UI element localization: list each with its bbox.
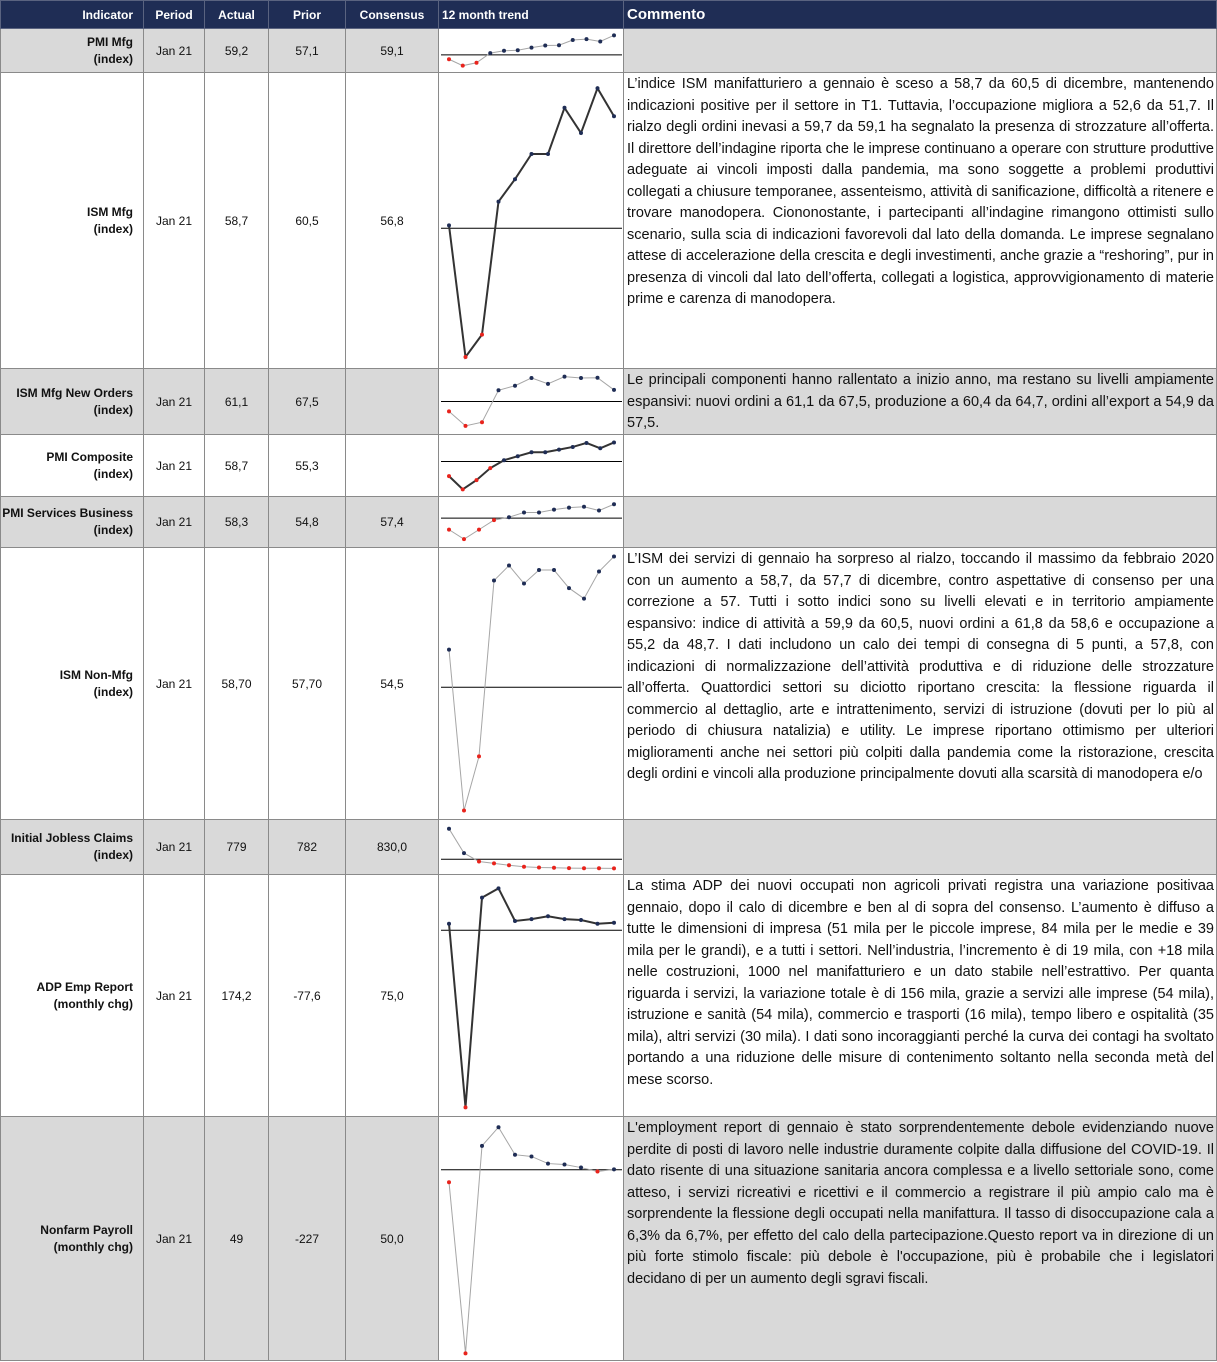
trend-point — [612, 1167, 616, 1171]
comment-cell — [624, 29, 1217, 73]
indicator-cell — [1, 369, 144, 435]
table-row — [1, 369, 1217, 435]
indicator-name: ISM Non-Mfg — [59, 667, 133, 682]
trend-point — [530, 1154, 534, 1158]
trend-point — [597, 509, 601, 513]
trend-point — [582, 597, 586, 601]
indicator-name: ADP Emp Report — [36, 979, 133, 994]
trend-point — [516, 48, 520, 52]
trend-point — [571, 445, 575, 449]
trend-point — [522, 582, 526, 586]
trend-point — [563, 917, 567, 921]
trend-point — [464, 355, 468, 359]
trend-point — [579, 376, 583, 380]
trend-point — [537, 568, 541, 572]
trend-point — [585, 37, 589, 41]
comment-cell — [624, 369, 1217, 435]
trend-point — [461, 487, 465, 491]
trend-point — [530, 46, 534, 50]
trend-point — [552, 866, 556, 870]
period-cell: Jan 21 — [144, 435, 205, 497]
indicator-unit: (index) — [93, 221, 133, 236]
trend-point — [488, 51, 492, 55]
actual-cell: 58,70 — [205, 548, 269, 820]
consensus-cell: 59,1 — [346, 29, 439, 73]
trend-point — [567, 506, 571, 510]
trend-point — [612, 502, 616, 506]
trend-point — [596, 376, 600, 380]
comment-text: Le principali componenti hanno rallentato a inizio anno, ma restano su livelli ampiamente espansivi: nuovi ordini a 61,1 da 67,5, produzione a 60,4 da 64,7, ordini all’export a 54,9 da 57,5. — [627, 372, 1214, 431]
trend-point — [612, 921, 616, 925]
header-actual: Actual — [205, 1, 269, 29]
table-row — [1, 1117, 1217, 1361]
trend-cell — [439, 820, 624, 875]
prior-cell: 57,1 — [269, 29, 346, 73]
trend-point — [447, 528, 451, 532]
indicator-unit: (index) — [93, 848, 133, 862]
trend-point — [497, 1125, 501, 1129]
trend-point — [612, 388, 616, 392]
trend-sparkline — [439, 875, 624, 1116]
comment-cell — [624, 497, 1217, 548]
indicator-cell — [1, 73, 144, 369]
trend-point — [597, 866, 601, 870]
trend-point — [522, 865, 526, 869]
prior-cell: 67,5 — [269, 369, 346, 435]
trend-point — [497, 200, 501, 204]
comment-text — [627, 436, 1214, 495]
actual-cell: 58,7 — [205, 73, 269, 369]
period-cell: Jan 21 — [144, 73, 205, 369]
indicator-cell — [1, 29, 144, 73]
trend-point — [537, 510, 541, 514]
indicator-unit: (index) — [93, 684, 133, 699]
prior-cell: 782 — [269, 820, 346, 875]
table-row — [1, 29, 1217, 73]
period-cell: Jan 21 — [144, 1117, 205, 1361]
comment-cell — [624, 1117, 1217, 1361]
trend-sparkline — [439, 435, 624, 496]
trend-sparkline — [439, 820, 624, 874]
header-consensus: Consensus — [346, 1, 439, 29]
trend-line — [449, 888, 614, 1107]
indicator-name: Nonfarm Payroll — [40, 1222, 133, 1237]
comment-cell — [624, 73, 1217, 369]
table-row — [1, 820, 1217, 875]
trend-point — [612, 440, 616, 444]
indicator-unit: (index) — [93, 402, 133, 417]
trend-point — [522, 510, 526, 514]
comment-cell — [624, 548, 1217, 820]
period-cell: Jan 21 — [144, 497, 205, 548]
comment-text: L’indice ISM manifatturiero a gennaio è sceso a 58,7 da 60,5 di dicembre, mantenendo indicazioni positive per il settore in T1. Tuttavia, l’occupazione migliora a 52,6 da 51,7. Il rialzo degli ordini inevasi a 59,7 da 59,1 ha segnalato la presenza di strozzature all’offerta. Il direttore dell’indagine riporta che le imprese continuano a operare con strutture produttive adeguate ai vincoli imposti dalla pandemia, ma sono soggette a problemi produttivi collegati a chiusure temporanee, assenteismo, attività di sanificazione, difficoltà a ritenere e trovare manodopera. Ciononostante, i partecipanti all’indagine rimangono ottimisti sullo scenario, sulla scia di indicazioni favorevoli dal lato della domanda. Le imprese segnalano attese di accelerazione della crescita e degli investimenti, anche grazie a “reshoring”, pur in presenza di vincoli dal lato dell’offerta, collegati a logistica, approvvigionamento di materie prime e carenza di manodopera. — [627, 76, 1214, 307]
trend-cell — [439, 1117, 624, 1361]
trend-point — [546, 382, 550, 386]
prior-cell: 54,8 — [269, 497, 346, 548]
trend-point — [447, 827, 451, 831]
header-comment: Commento — [624, 1, 1217, 29]
trend-point — [497, 388, 501, 392]
trend-point — [462, 851, 466, 855]
prior-cell: 60,5 — [269, 73, 346, 369]
indicator-unit: (index) — [93, 51, 133, 66]
trend-point — [488, 466, 492, 470]
comment-text — [627, 821, 1214, 873]
comment-text: L’ISM dei servizi di gennaio ha sorpreso al rialzo, toccando il massimo da febbraio 2020 con un aumento a 58,7, da 57,7 di dicembre, contro aspettative di consenso per una correzione a 57. Tutti i sotto indici sono su livelli elevati e in territorio ampiamente espansivo: indice di attività a 59,9 da 60,5, nuovi ordini a 61,8 da 58,6 e occupazione a 55,2 da 48,7. I dati includono un calo dei tempi di consegna di 5 punti, a 57,8, con indicazioni di normalizzazione dell’attività produttiva e di riduzione delle strozzature all’offerta. Quattordici settori su diciotto riportano crescita: la flessione riguarda il commercio al dettaglio, arte e intrattenimento, servizi di istruzione (dovuti per lo più al periodo di chiusura natalizia) e utility. Le imprese riportano ottimismo per ulteriori miglioramenti anche nei settori più colpiti dalla pandemia come la ristorazione, crescita degli ordini e vincoli alla produzione principalmente dovuti alla scarsità di manodopera e/o — [627, 551, 1214, 782]
trend-point — [582, 505, 586, 509]
consensus-cell: 57,4 — [346, 497, 439, 548]
prior-cell: 55,3 — [269, 435, 346, 497]
trend-point — [546, 152, 550, 156]
prior-cell: -77,6 — [269, 875, 346, 1117]
trend-point — [579, 918, 583, 922]
trend-point — [480, 896, 484, 900]
actual-cell: 779 — [205, 820, 269, 875]
trend-point — [477, 528, 481, 532]
trend-point — [497, 886, 501, 890]
trend-point — [447, 1180, 451, 1184]
trend-point — [461, 64, 465, 68]
trend-point — [475, 478, 479, 482]
trend-point — [513, 1153, 517, 1157]
trend-point — [480, 420, 484, 424]
trend-point — [563, 106, 567, 110]
trend-point — [530, 376, 534, 380]
trend-point — [543, 44, 547, 48]
indicator-cell — [1, 820, 144, 875]
trend-sparkline — [439, 497, 624, 547]
prior-cell: 57,70 — [269, 548, 346, 820]
indicator-unit: (index) — [93, 523, 133, 537]
trend-point — [447, 474, 451, 478]
table-row — [1, 497, 1217, 548]
actual-cell: 59,2 — [205, 29, 269, 73]
indicator-cell — [1, 1117, 144, 1361]
trend-sparkline — [439, 73, 624, 368]
trend-line — [449, 442, 614, 489]
trend-point — [507, 515, 511, 519]
table-row — [1, 435, 1217, 497]
indicator-name: PMI Mfg — [87, 34, 133, 49]
trend-line — [449, 35, 614, 65]
actual-cell: 49 — [205, 1117, 269, 1361]
trend-point — [464, 1105, 468, 1109]
indicator-name: ISM Mfg — [87, 204, 133, 219]
trend-point — [567, 866, 571, 870]
header-row — [1, 1, 1217, 29]
trend-point — [546, 914, 550, 918]
trend-cell — [439, 73, 624, 369]
consensus-cell: 56,8 — [346, 73, 439, 369]
actual-cell: 61,1 — [205, 369, 269, 435]
trend-sparkline — [439, 1117, 624, 1360]
trend-point — [502, 49, 506, 53]
period-cell: Jan 21 — [144, 29, 205, 73]
prior-cell: -227 — [269, 1117, 346, 1361]
trend-point — [480, 1144, 484, 1148]
trend-point — [612, 114, 616, 118]
indicator-name: Initial Jobless Claims — [10, 831, 133, 845]
trend-point — [543, 450, 547, 454]
trend-point — [557, 43, 561, 47]
actual-cell: 58,7 — [205, 435, 269, 497]
indicator-cell — [1, 875, 144, 1117]
trend-point — [447, 648, 451, 652]
trend-point — [447, 57, 451, 61]
trend-point — [552, 508, 556, 512]
trend-point — [447, 223, 451, 227]
trend-point — [513, 177, 517, 181]
trend-cell — [439, 497, 624, 548]
trend-point — [612, 555, 616, 559]
trend-point — [598, 446, 602, 450]
trend-point — [475, 61, 479, 65]
trend-point — [530, 152, 534, 156]
comment-cell — [624, 435, 1217, 497]
trend-point — [462, 537, 466, 541]
trend-line — [449, 1127, 614, 1353]
trend-cell — [439, 548, 624, 820]
trend-point — [447, 409, 451, 413]
consensus-cell — [346, 435, 439, 497]
indicator-name: PMI Services Business — [2, 506, 133, 520]
period-cell: Jan 21 — [144, 820, 205, 875]
period-cell: Jan 21 — [144, 548, 205, 820]
trend-point — [563, 375, 567, 379]
trend-point — [480, 333, 484, 337]
consensus-cell: 75,0 — [346, 875, 439, 1117]
consensus-cell — [346, 369, 439, 435]
comment-text — [627, 498, 1214, 546]
period-cell: Jan 21 — [144, 875, 205, 1117]
comment-cell — [624, 820, 1217, 875]
trend-point — [530, 917, 534, 921]
trend-sparkline — [439, 29, 624, 72]
header-period: Period — [144, 1, 205, 29]
comment-cell — [624, 875, 1217, 1117]
table-row — [1, 73, 1217, 369]
indicator-cell — [1, 497, 144, 548]
trend-point — [596, 1170, 600, 1174]
header-prior: Prior — [269, 1, 346, 29]
trend-point — [537, 865, 541, 869]
period-cell: Jan 21 — [144, 369, 205, 435]
trend-point — [507, 863, 511, 867]
trend-line — [449, 829, 614, 869]
trend-point — [513, 384, 517, 388]
consensus-cell: 830,0 — [346, 820, 439, 875]
trend-point — [596, 922, 600, 926]
trend-cell — [439, 369, 624, 435]
trend-point — [557, 448, 561, 452]
trend-sparkline — [439, 548, 624, 819]
trend-point — [464, 424, 468, 428]
trend-point — [502, 458, 506, 462]
trend-point — [516, 454, 520, 458]
trend-sparkline — [439, 369, 624, 434]
consensus-cell: 50,0 — [346, 1117, 439, 1361]
table-row — [1, 875, 1217, 1117]
header-indicator: Indicator — [1, 1, 144, 29]
comment-text: L'employment report di gennaio è stato sorprendentemente debole evidenziando nuove perdite di posti di lavoro nelle industrie duramente colpite dalla diffusione del COVID-19. Il dato risente di una situazione sanitaria ancora complessa e a livello settoriale sono, come atteso, i servizi ricreativi e ricettivi e il commercio a registrare il più ampio calo ma è sorprendente la flessione degli occupati nella manifattura. Il tasso di disoccupazione cala a 6,3% da 6,7%, per effetto del calo della partecipazione.Questo report va in direzione di un più forte stimolo fiscale: più debole è l'occupazione, più è probabile che i legislatori decidano di per un aumento degli sgravi fiscali. — [627, 1120, 1214, 1287]
trend-point — [477, 754, 481, 758]
trend-point — [598, 39, 602, 43]
trend-point — [596, 86, 600, 90]
trend-point — [462, 808, 466, 812]
trend-point — [530, 450, 534, 454]
trend-point — [582, 866, 586, 870]
trend-point — [513, 919, 517, 923]
trend-point — [464, 1351, 468, 1355]
trend-point — [585, 441, 589, 445]
trend-point — [597, 570, 601, 574]
trend-point — [563, 1162, 567, 1166]
indicator-cell — [1, 548, 144, 820]
indicator-unit: (monthly chg) — [53, 996, 133, 1011]
trend-point — [552, 568, 556, 572]
trend-point — [447, 922, 451, 926]
indicator-cell — [1, 435, 144, 497]
trend-cell — [439, 435, 624, 497]
trend-point — [579, 131, 583, 135]
trend-point — [492, 518, 496, 522]
header-trend: 12 month trend — [439, 1, 624, 29]
comment-text — [627, 30, 1214, 71]
trend-cell — [439, 29, 624, 73]
trend-cell — [439, 875, 624, 1117]
actual-cell: 174,2 — [205, 875, 269, 1117]
trend-point — [477, 860, 481, 864]
trend-point — [507, 564, 511, 568]
indicator-name: ISM Mfg New Orders — [16, 385, 133, 400]
table-row — [1, 548, 1217, 820]
indicator-name: PMI Composite — [46, 449, 133, 464]
actual-cell: 58,3 — [205, 497, 269, 548]
trend-point — [492, 861, 496, 865]
trend-point — [546, 1162, 550, 1166]
trend-point — [612, 866, 616, 870]
indicator-unit: (monthly chg) — [53, 1239, 133, 1254]
trend-point — [612, 33, 616, 37]
trend-point — [492, 579, 496, 583]
trend-point — [579, 1166, 583, 1170]
trend-point — [571, 38, 575, 42]
trend-line — [449, 504, 614, 539]
trend-point — [567, 586, 571, 590]
comment-text: La stima ADP dei nuovi occupati non agricoli privati registra una variazione positivaa gennaio, dopo il calo di dicembre e ben al di sopra del consenso. L’aumento è diffuso a tutte le dimensioni di impresa (51 mila per le piccole imprese, 84 mila per le medie e 39 mila per le grandi), e a tutti i settori. Nell’industria, l’incremento è di 19 mila, con +18 mila nelle costruzioni, 1000 nel manifatturiero e un dato stabile nell’estrattivo. Per quanta riguarda i servizi, la variazione totale è di 156 mila, grazie a servizi alle imprese (54 mila), istruzione e sanità (54 mila), commercio e trasporti (16 mila), tempo libero e ospitalità (35 mila), altri servizi (30 mila). I dati sono incoraggianti perché la curva dei contagi ha svoltato portando a una riduzione delle misure di contenimento soltanto nella seconda metà del mese scorso. — [627, 878, 1214, 1088]
indicator-unit: (index) — [93, 466, 133, 481]
consensus-cell: 54,5 — [346, 548, 439, 820]
trend-line — [449, 557, 614, 811]
trend-line — [449, 88, 614, 357]
